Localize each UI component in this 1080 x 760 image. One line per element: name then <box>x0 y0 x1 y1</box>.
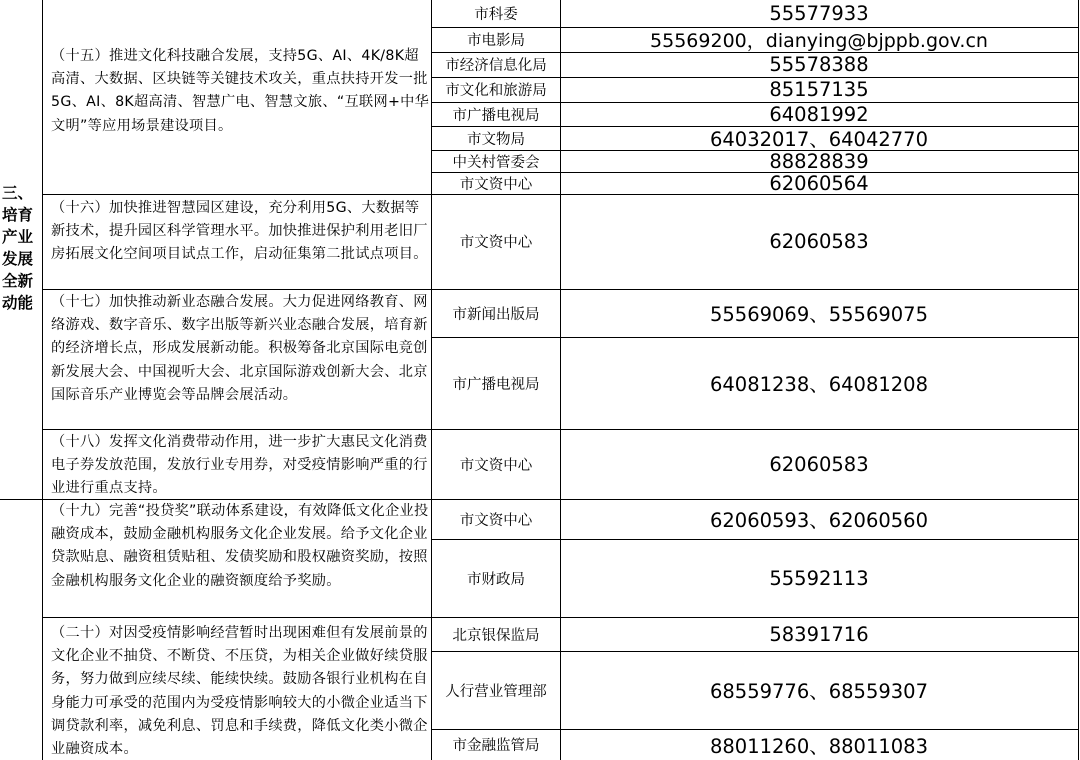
phone-cell <box>560 617 1078 651</box>
policy-item-text: （十九）完善“投贷奖”联动体系建设，有效降低文化企业投融资成本，鼓励金融机构服务文化企业发展。给予文化企业贷款贴息、融资租赁贴租、发债奖励和股权融资奖励，按照金融机构服务文化企业的融资额度给予奖励。 <box>51 503 429 589</box>
policy-item-15 <box>44 44 430 194</box>
department-cell <box>432 194 560 289</box>
grid-line <box>431 729 1079 730</box>
phone-number: 55569069、55569075 <box>709 303 928 326</box>
policy-item-18 <box>44 430 430 500</box>
phone-cell <box>560 102 1078 126</box>
department-cell <box>432 337 560 429</box>
department-name: 市广播电视局 <box>452 376 540 393</box>
grid-line <box>431 77 1079 78</box>
department-cell <box>432 289 560 337</box>
phone-number: 62060564 <box>769 172 869 194</box>
phone-number: 55592113 <box>769 566 869 590</box>
department-name: 市文化和旅游局 <box>445 83 547 99</box>
department-name: 北京银保监局 <box>452 627 540 644</box>
phone-cell <box>560 27 1078 52</box>
department-cell <box>432 729 560 760</box>
policy-item-text: （十五）推进文化科技融合发展，支持5G、AI、4K/8K超高清、大数据、区块链等关键技术攻关，重点扶持开发一批5G、AI、8K超高清、智慧广电、智慧文旅、“互联网+中华文明”等应用场景建设项目。 <box>51 48 430 134</box>
grid-line <box>42 617 1079 618</box>
phone-email: 55569200，dianying@bjppb.gov.cn <box>650 30 988 52</box>
department-cell <box>432 617 560 651</box>
policy-item-20 <box>44 621 430 760</box>
department-name: 市科委 <box>474 7 518 23</box>
grid-line <box>431 27 1079 28</box>
phone-number: 62060583 <box>769 230 869 253</box>
department-cell <box>432 0 560 27</box>
phone-number: 55577933 <box>769 2 869 25</box>
phone-cell <box>560 126 1078 150</box>
department-name: 市电影局 <box>467 33 525 49</box>
grid-line <box>431 150 1079 151</box>
phone-cell <box>560 172 1078 194</box>
phone-number: 85157135 <box>769 78 869 101</box>
grid-line <box>42 429 1079 430</box>
department-cell <box>432 52 560 77</box>
grid-line <box>431 539 1079 540</box>
phone-number: 55578388 <box>769 53 869 76</box>
grid-line <box>560 0 561 760</box>
phone-number: 64081238、64081208 <box>709 373 928 396</box>
grid-line <box>42 194 1079 195</box>
grid-line <box>431 126 1079 127</box>
grid-line <box>431 102 1079 103</box>
phone-cell <box>560 289 1078 337</box>
department-name: 人行营业管理部 <box>445 683 547 700</box>
policy-item-text: （二十）对因受疫情影响经营暂时出现困难但有发展前景的文化企业不抽贷、不断贷、不压贷，为相关企业做好续贷服务，努力做到应续尽续、能续快续。鼓励各银行业机构在自身能力可承受的范围内为受疫情影响较大的小微企业适当下调贷款利率，减免利息、罚息和手续费，降低文化类小微企业融资成本。 <box>51 625 428 758</box>
phone-number: 64032017、64042770 <box>709 128 928 150</box>
phone-cell <box>560 539 1078 617</box>
grid-line <box>0 499 1079 500</box>
phone-cell <box>560 429 1078 499</box>
phone-number: 68559776、68559307 <box>709 680 928 703</box>
category-label: 三、培育产业发展全新动能 <box>2 184 34 312</box>
policy-item-19 <box>44 499 430 617</box>
department-name: 市财政局 <box>467 571 525 588</box>
phone-cell <box>560 499 1078 539</box>
department-cell <box>432 429 560 499</box>
department-cell <box>432 499 560 539</box>
phone-cell <box>560 150 1078 172</box>
department-cell <box>432 651 560 729</box>
phone-cell <box>560 651 1078 729</box>
department-name: 市文物局 <box>467 131 525 148</box>
grid-line <box>431 172 1079 173</box>
department-name: 市文资中心 <box>459 512 533 529</box>
policy-item-16 <box>44 196 430 289</box>
department-name: 市经济信息化局 <box>445 58 547 74</box>
grid-line <box>42 0 43 760</box>
department-cell <box>432 126 560 150</box>
phone-number: 88828839 <box>769 150 869 172</box>
department-name: 市金融监管局 <box>452 738 540 754</box>
phone-number: 62060593、62060560 <box>709 509 928 532</box>
department-name: 市文资中心 <box>459 457 533 474</box>
phone-number: 58391716 <box>769 622 869 646</box>
phone-cell <box>560 0 1078 27</box>
policy-item-text: （十六）加快推进智慧园区建设，充分利用5G、大数据等新技术，提升园区科学管理水平。加快推进保护利用老旧厂房拓展文化空间项目试点工作，启动征集第二批试点项目。 <box>51 200 428 263</box>
phone-cell <box>560 337 1078 429</box>
grid-line <box>431 651 1079 652</box>
policy-item-text: （十七）加快推动新业态融合发展。大力促进网络教育、网络游戏、数字音乐、数字出版等新兴业态融合发展，培育新的经济增长点，形成发展新动能。积极筹备北京国际电竞创新发展大会、中国视听大会、北京国际游戏创新大会、北京国际音乐产业博览会等品牌会展活动。 <box>51 294 428 403</box>
policy-item-17 <box>44 290 430 430</box>
department-cell <box>432 172 560 194</box>
phone-number: 62060583 <box>769 452 869 476</box>
grid-line <box>42 289 1079 290</box>
department-cell <box>432 27 560 52</box>
policy-item-text: （十八）发挥文化消费带动作用，进一步扩大惠民文化消费电子券发放范围，发放行业专用券，对受疫情影响严重的行业进行重点支持。 <box>51 434 428 497</box>
department-name: 市文资中心 <box>459 235 533 251</box>
department-name: 市文资中心 <box>459 176 533 193</box>
category-cell <box>2 182 42 322</box>
grid-line <box>1078 0 1079 760</box>
phone-cell <box>560 729 1078 760</box>
grid-line <box>431 337 1079 338</box>
department-name: 市广播电视局 <box>452 107 540 124</box>
phone-cell <box>560 52 1078 77</box>
phone-cell <box>560 77 1078 102</box>
department-name: 中关村管委会 <box>452 154 540 171</box>
department-cell <box>432 539 560 617</box>
phone-number: 64081992 <box>769 102 869 126</box>
department-cell <box>432 77 560 102</box>
grid-line <box>431 52 1079 53</box>
department-cell <box>432 102 560 126</box>
grid-line <box>431 0 432 760</box>
department-name: 市新闻出版局 <box>452 306 540 323</box>
phone-number: 88011260、88011083 <box>709 734 928 758</box>
department-cell <box>432 150 560 172</box>
phone-cell <box>560 194 1078 289</box>
